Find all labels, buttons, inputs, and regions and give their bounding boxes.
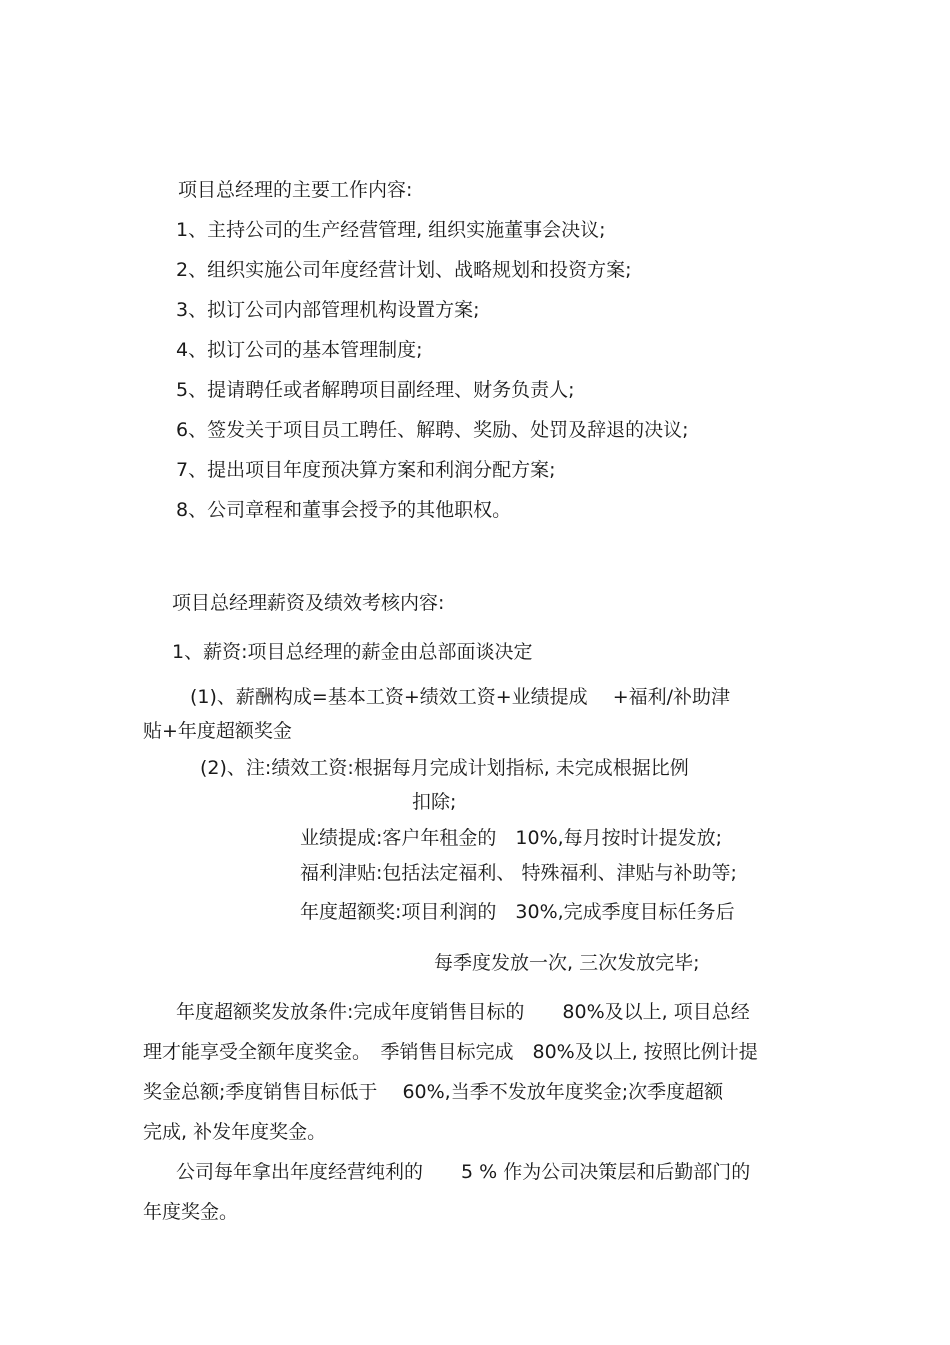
bonus-condition-line-3: 奖金总额;季度销售目标低于 60%,当季不发放年度奖金;次季度超额 bbox=[143, 1081, 724, 1103]
annual-bonus-line-2: 每季度发放一次, 三次发放完毕; bbox=[434, 952, 700, 974]
note-line-2: 扣除; bbox=[412, 791, 457, 813]
duty-item-6: 6、签发关于项目员工聘任、解聘、奖励、处罚及辞退的决议; bbox=[176, 419, 689, 441]
annual-bonus-line-1: 年度超额奖:项目利润的 30%,完成季度目标任务后 bbox=[300, 901, 735, 923]
welfare-allowance-line: 福利津贴:包括法定福利、 特殊福利、津贴与补助等; bbox=[300, 862, 737, 884]
duty-item-5: 5、提请聘任或者解聘项目副经理、财务负责人; bbox=[176, 379, 575, 401]
duty-item-4: 4、拟订公司的基本管理制度; bbox=[176, 339, 423, 361]
performance-commission-line: 业绩提成:客户年租金的 10%,每月按时计提发放; bbox=[300, 827, 723, 849]
duty-item-8: 8、公司章程和董事会授予的其他职权。 bbox=[176, 499, 512, 521]
salary-line: 1、薪资:项目总经理的薪金由总部面谈决定 bbox=[172, 641, 533, 663]
duty-item-2: 2、组织实施公司年度经营计划、战略规划和投资方案; bbox=[176, 259, 632, 281]
duty-item-3: 3、拟订公司内部管理机构设置方案; bbox=[176, 299, 480, 321]
section1-heading: 项目总经理的主要工作内容: bbox=[178, 179, 413, 201]
bonus-condition-line-1: 年度超额奖发放条件:完成年度销售目标的 80%及以上, 项目总经 bbox=[176, 1001, 750, 1023]
bonus-condition-line-2: 理才能享受全额年度奖金。 季销售目标完成 80%及以上, 按照比例计提 bbox=[143, 1041, 758, 1063]
profit-share-line-2: 年度奖金。 bbox=[143, 1201, 239, 1223]
compensation-line-1: (1)、薪酬构成=基本工资+绩效工资+业绩提成 +福利/补助津 bbox=[190, 686, 731, 708]
duty-item-7: 7、提出项目年度预决算方案和利润分配方案; bbox=[176, 459, 556, 481]
compensation-line-2: 贴+年度超额奖金 bbox=[143, 720, 292, 742]
bonus-condition-line-4: 完成, 补发年度奖金。 bbox=[143, 1121, 327, 1143]
duty-item-1: 1、主持公司的生产经营管理, 组织实施董事会决议; bbox=[176, 219, 606, 241]
profit-share-line-1: 公司每年拿出年度经营纯利的 5 % 作为公司决策层和后勤部门的 bbox=[176, 1161, 751, 1183]
section2-heading: 项目总经理薪资及绩效考核内容: bbox=[172, 592, 445, 614]
note-line-1: (2)、注:绩效工资:根据每月完成计划指标, 未完成根据比例 bbox=[200, 757, 689, 779]
